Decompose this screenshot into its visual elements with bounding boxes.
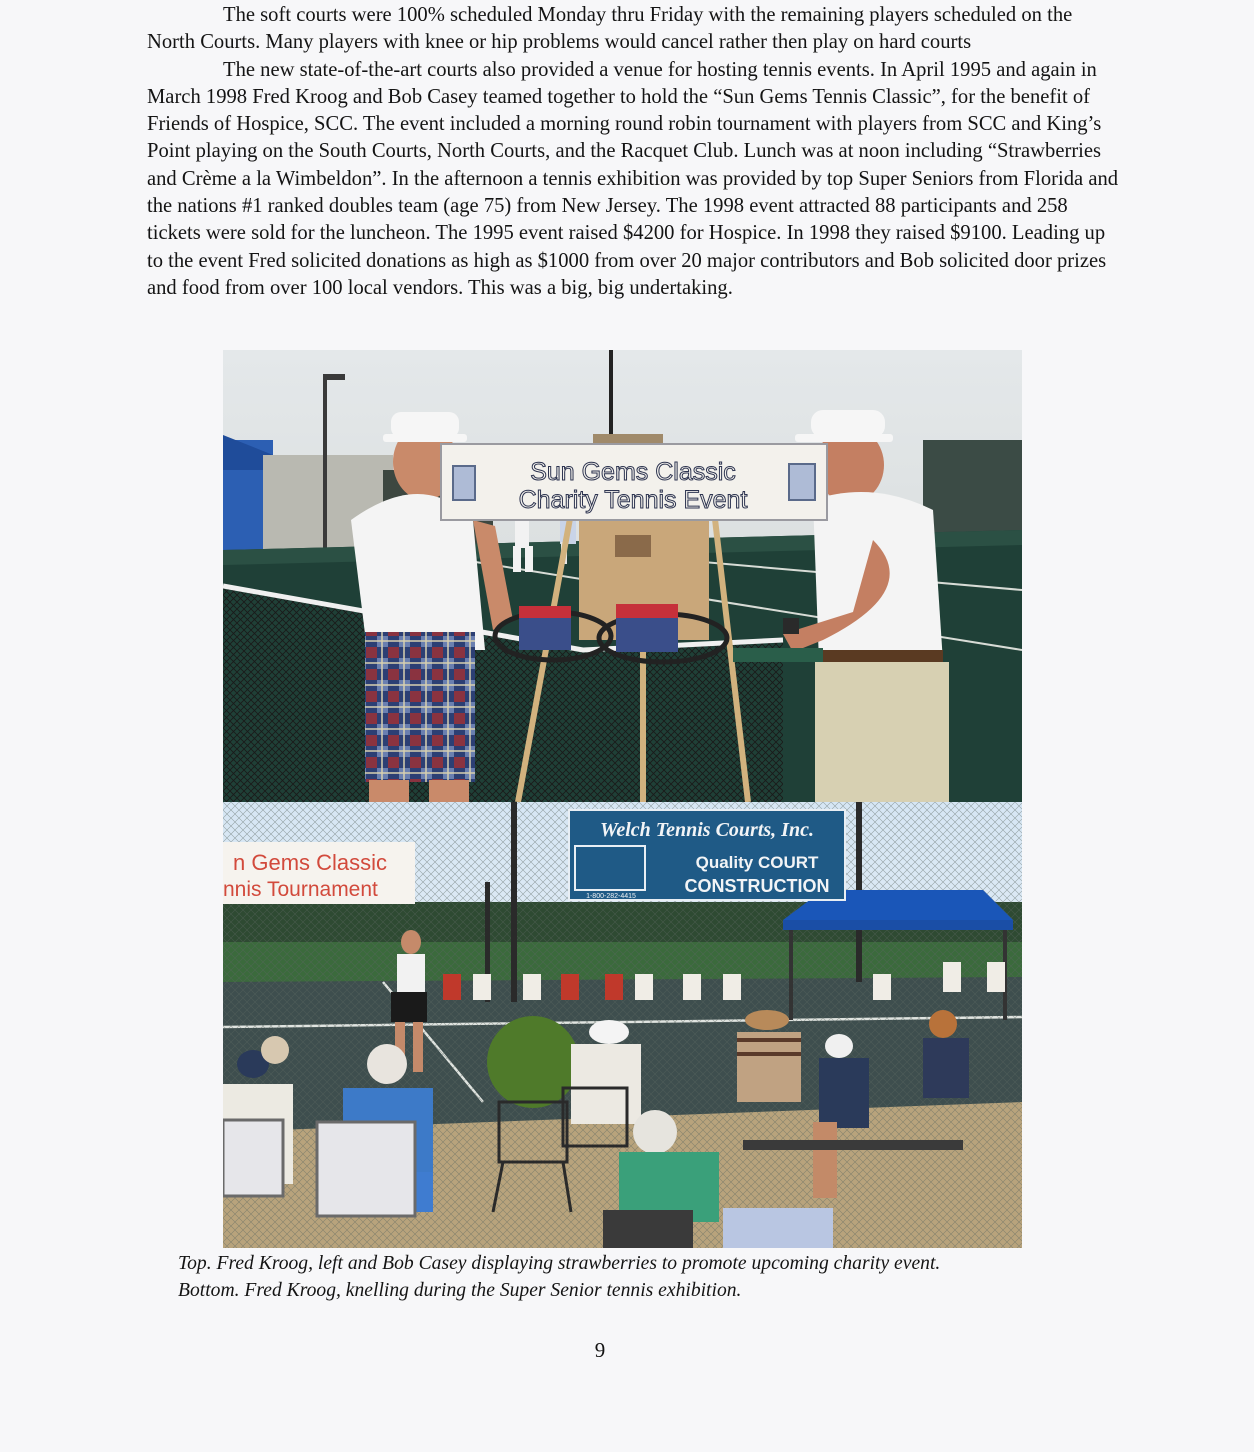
bottom-banner-line1: n Gems Classic	[233, 850, 388, 875]
photo-exhibition	[223, 802, 1022, 1248]
paragraph-courts-schedule: The soft courts were 100% scheduled Monday thru Friday with the remaining players scheduled on the North Courts. Many players with knee or hip problems would cancel rather then play on hard courts	[147, 4, 1073, 54]
page-number: 9	[594, 1338, 606, 1362]
bottom-sign-line3: CONSTRUCTION	[684, 876, 830, 896]
top-banner-line1: Sun Gems Classic	[530, 458, 736, 486]
paragraph-tennis-events: The new state-of-the-art courts also provided a venue for hosting tennis events. In April 1995 and again in March 1998 Fred Kroog and Bob Casey teamed together to hold the “Sun Gems Tennis Classic”, for the benefit of Friends of Hospice, SCC. The event included a morning round robin tournament with players from SCC and King’s Point playing on the South Courts, North Courts, and the Racquet Club. Lunch was at noon including “Strawberries and Crème a la Wimbeldon”. In the afternoon a tennis exhibition was provided by top Super Seniors from Florida and the nations #1 ranked doubles team (age 75) from New Jersey. The 1998 event attracted 88 participants and 258 tickets were sold for the luncheon. The 1995 event raised $4200 for Hospice. In 1998 they raised $9100. Leading up to the event Fred solicited donations as high as $1000 from over 20 major contributors and Bob solicited door prizes and food from over 100 local vendors. This was a big, big undertaking.	[147, 58, 1119, 299]
bottom-sign-line1: Welch Tennis Courts, Inc.	[600, 819, 814, 841]
bottom-sign-line2: Quality COURT	[695, 853, 819, 872]
caption-line-bottom: Bottom. Fred Kroog, knelling during the Super Senior tennis exhibition.	[178, 1280, 742, 1301]
top-banner-line2: Charity Tennis Event	[518, 486, 748, 514]
photo-strawberries	[223, 350, 1022, 802]
body-text	[147, 2, 1122, 302]
bottom-banner-line2: nnis Tournament	[223, 878, 378, 901]
caption-line-top: Top. Fred Kroog, left and Bob Casey displaying strawberries to promote upcoming charity event.	[178, 1253, 941, 1274]
bottom-sign-phone: 1-800-282-4415	[586, 893, 636, 900]
photo-caption	[178, 1250, 1138, 1304]
